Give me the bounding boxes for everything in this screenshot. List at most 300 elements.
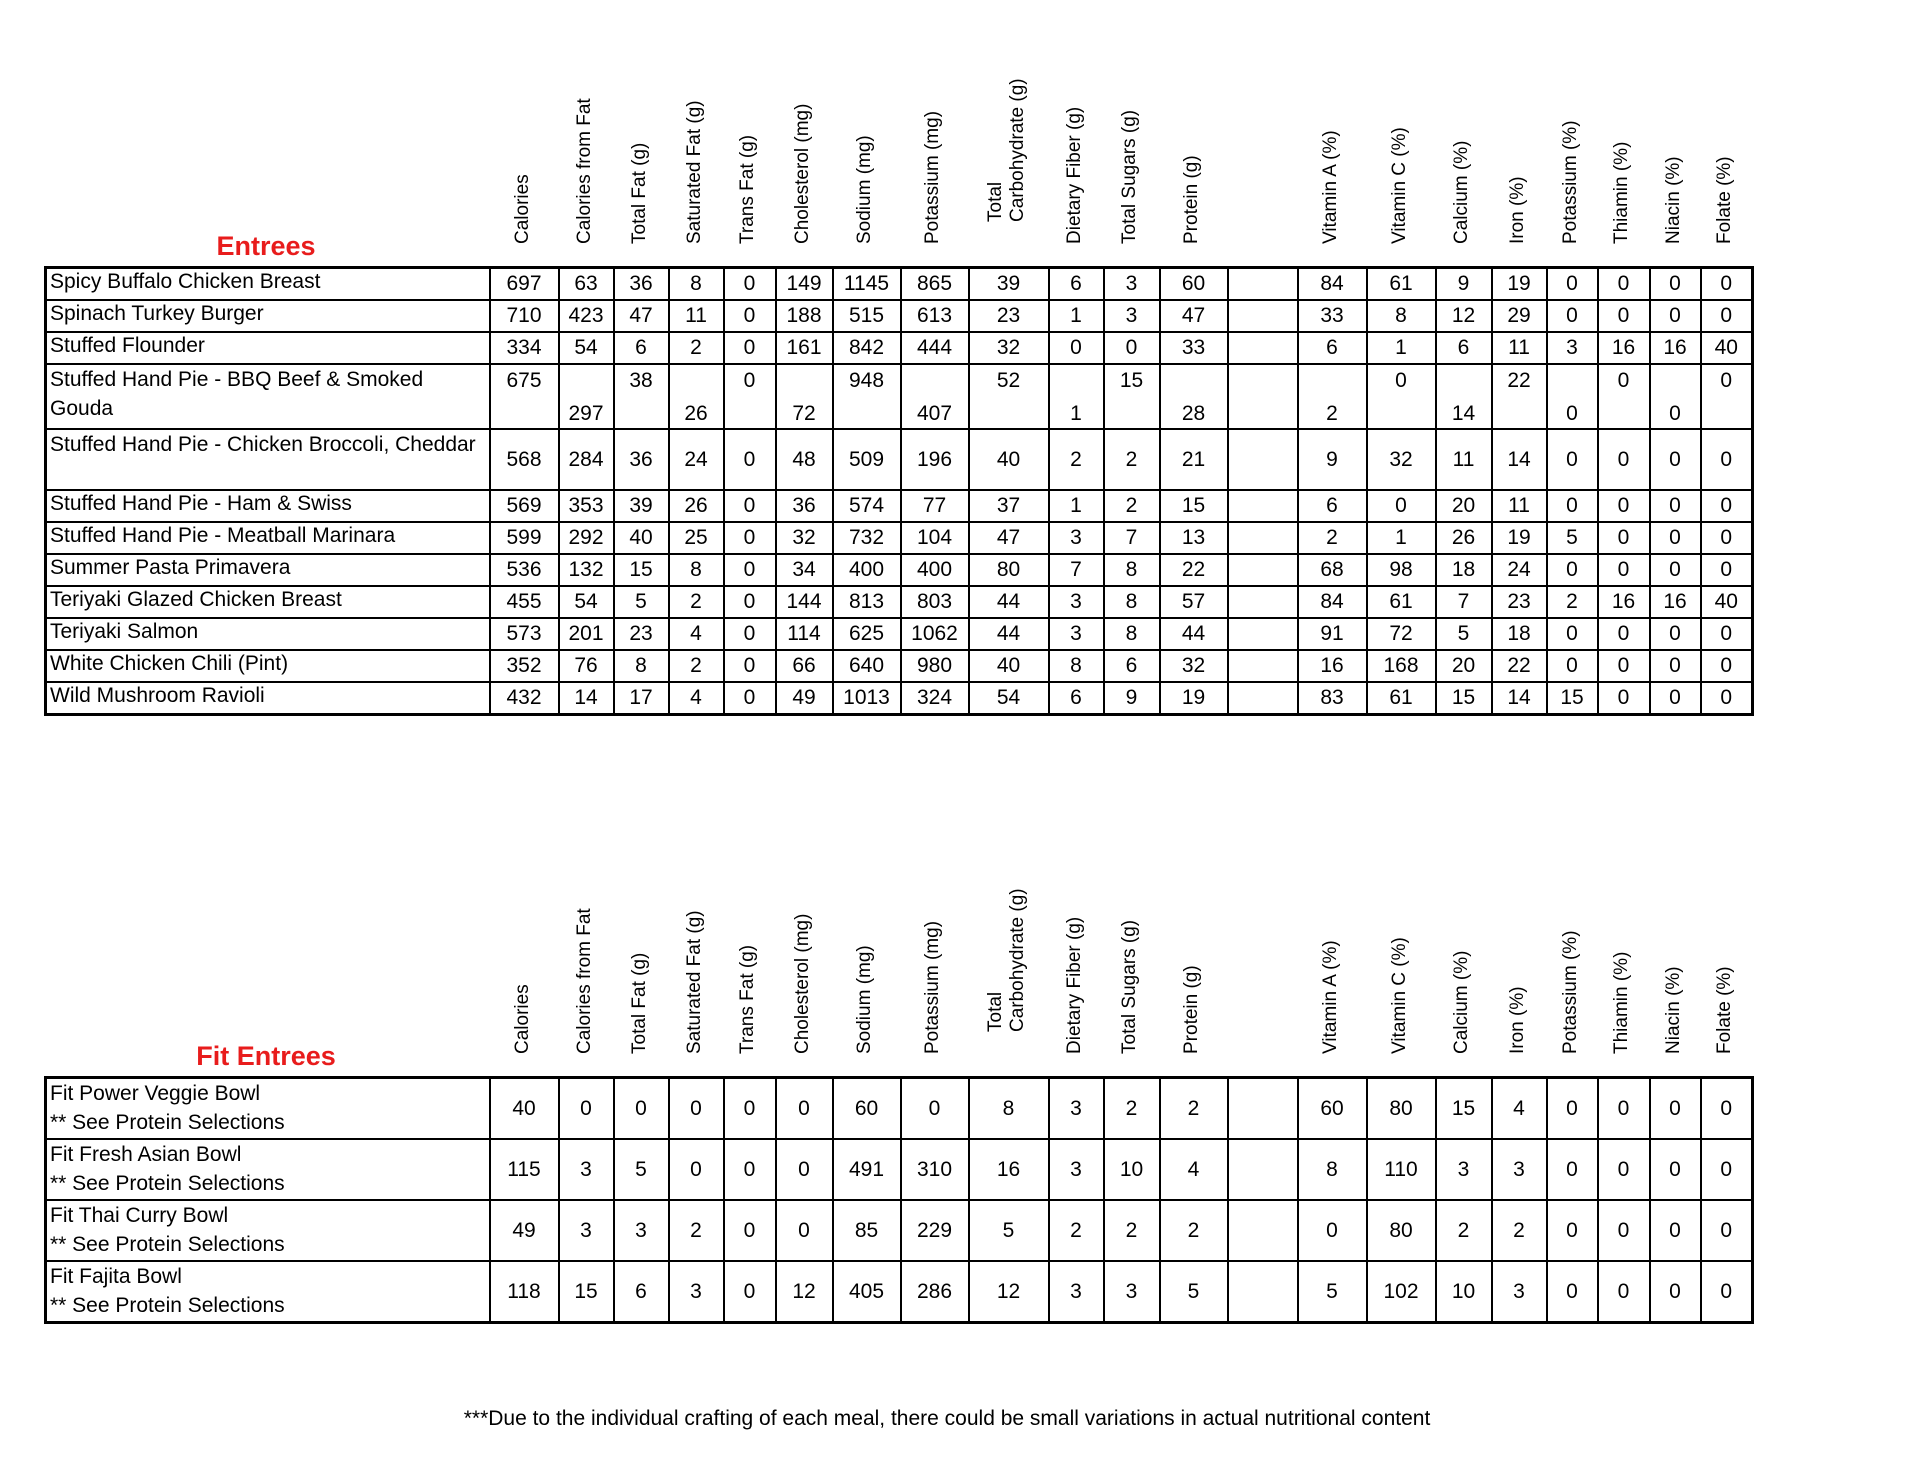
- column-header-blank: [1226, 866, 1296, 1076]
- column-header-cholesterol-mg: [774, 56, 831, 266]
- cell-potassium-mg: 310: [901, 1139, 969, 1200]
- column-header-vitamin-c: [1365, 866, 1434, 1076]
- table-row: [46, 332, 1753, 364]
- cell-saturated-fat-g: 26: [669, 490, 724, 522]
- cell-calories-from-fat: 54: [559, 586, 614, 618]
- cell-trans-fat-g: 0: [724, 268, 776, 301]
- cell-iron: 22: [1492, 650, 1547, 682]
- cell-thiamin: 16: [1598, 332, 1650, 364]
- table-row: [46, 554, 1753, 586]
- cell-thiamin: 0: [1598, 268, 1650, 301]
- column-header-calories-from-fat: [557, 56, 612, 266]
- entrees-header-row: [44, 50, 1754, 266]
- cell-dietary-fiber-g: 6: [1049, 682, 1104, 715]
- cell-dietary-fiber-g: 2: [1049, 429, 1104, 490]
- cell-total-fat-g: 39: [614, 490, 669, 522]
- column-header-vitamin-a: [1296, 56, 1365, 266]
- cell-thiamin: 0: [1598, 300, 1650, 332]
- column-header-total-sugars-g: [1102, 866, 1158, 1076]
- cell-niacin: 0: [1650, 268, 1701, 301]
- column-header-label: Calories from Fat: [573, 98, 595, 244]
- cell-total-carbohydrate-g: 23: [969, 300, 1049, 332]
- cell-thiamin: 0: [1598, 618, 1650, 650]
- cell-potassium: 5: [1547, 522, 1598, 554]
- cell-potassium: 2: [1547, 586, 1598, 618]
- item-name: Wild Mushroom Ravioli: [46, 682, 490, 715]
- column-header-total-carbohydrate-g: [967, 866, 1047, 1076]
- cell-calcium: 18: [1436, 554, 1492, 586]
- cell-cholesterol-mg: 34: [776, 554, 833, 586]
- cell-sodium-mg: 813: [833, 586, 901, 618]
- cell-calories-from-fat: 54: [559, 332, 614, 364]
- table-row: [46, 490, 1753, 522]
- column-header-label: Sodium (mg): [854, 135, 875, 244]
- cell-total-sugars-g: 2: [1104, 429, 1160, 490]
- cell-total-sugars-g: 8: [1104, 586, 1160, 618]
- cell-dietary-fiber-g: 7: [1049, 554, 1104, 586]
- cell-dietary-fiber-g: 8: [1049, 650, 1104, 682]
- cell-vitamin-a: 2: [1298, 364, 1367, 429]
- cell-sodium-mg: 515: [833, 300, 901, 332]
- cell-vitamin-a: 6: [1298, 490, 1367, 522]
- column-header-label: Dietary Fiber (g): [1063, 916, 1085, 1054]
- column-header-dietary-fiber-g: [1047, 56, 1102, 266]
- table-row: [46, 618, 1753, 650]
- column-header-calcium: [1434, 56, 1490, 266]
- footnote: [0, 1407, 1920, 1431]
- cell-total-fat-g: 36: [614, 429, 669, 490]
- cell-blank: [1228, 682, 1298, 715]
- column-header-label: Potassium (%): [1559, 120, 1581, 244]
- item-name: Summer Pasta Primavera: [46, 554, 490, 586]
- column-header-label: Iron (%): [1506, 176, 1528, 244]
- cell-iron: 18: [1492, 618, 1547, 650]
- column-header-calories: [488, 866, 557, 1076]
- cell-protein-g: 19: [1160, 682, 1228, 715]
- cell-potassium-mg: 0: [901, 1078, 969, 1140]
- column-header-label: Niacin (%): [1662, 966, 1684, 1054]
- cell-total-fat-g: 6: [614, 1261, 669, 1323]
- cell-total-carbohydrate-g: 52: [969, 364, 1049, 429]
- column-header-calcium: [1434, 866, 1490, 1076]
- cell-niacin: 0: [1650, 618, 1701, 650]
- cell-calcium: 10: [1436, 1261, 1492, 1323]
- cell-calcium: 11: [1436, 429, 1492, 490]
- cell-saturated-fat-g: 26: [669, 364, 724, 429]
- cell-sodium-mg: 574: [833, 490, 901, 522]
- cell-niacin: 0: [1650, 650, 1701, 682]
- cell-saturated-fat-g: 0: [669, 1078, 724, 1140]
- column-header-label: Thiamin (%): [1611, 951, 1632, 1054]
- cell-total-sugars-g: 0: [1104, 332, 1160, 364]
- cell-protein-g: 44: [1160, 618, 1228, 650]
- column-header-folate: [1699, 56, 1751, 266]
- cell-folate: 40: [1701, 332, 1753, 364]
- column-header-label: Total Sugars (g): [1119, 919, 1140, 1054]
- cell-vitamin-c: 110: [1367, 1139, 1436, 1200]
- item-name: Fit Fajita Bowl ** See Protein Selections: [46, 1261, 490, 1323]
- column-header-protein-g: [1158, 56, 1226, 266]
- column-header-sodium-mg: [831, 56, 899, 266]
- cell-dietary-fiber-g: 3: [1049, 618, 1104, 650]
- entrees-section: [44, 50, 1754, 716]
- cell-thiamin: 0: [1598, 522, 1650, 554]
- cell-trans-fat-g: 0: [724, 554, 776, 586]
- cell-calories: 697: [490, 268, 559, 301]
- column-header-saturated-fat-g: [667, 56, 722, 266]
- cell-folate: 0: [1701, 429, 1753, 490]
- cell-vitamin-c: 1: [1367, 522, 1436, 554]
- cell-calories-from-fat: 284: [559, 429, 614, 490]
- item-name: Stuffed Hand Pie - BBQ Beef & Smoked Gouda: [46, 364, 490, 429]
- cell-cholesterol-mg: 72: [776, 364, 833, 429]
- cell-blank: [1228, 1078, 1298, 1140]
- cell-sodium-mg: 405: [833, 1261, 901, 1323]
- cell-vitamin-a: 6: [1298, 332, 1367, 364]
- cell-total-sugars-g: 2: [1104, 490, 1160, 522]
- cell-niacin: 0: [1650, 1139, 1701, 1200]
- cell-blank: [1228, 1200, 1298, 1261]
- cell-protein-g: 13: [1160, 522, 1228, 554]
- item-name: Teriyaki Salmon: [46, 618, 490, 650]
- column-header-label: Dietary Fiber (g): [1063, 106, 1085, 244]
- cell-potassium-mg: 1062: [901, 618, 969, 650]
- cell-total-carbohydrate-g: 80: [969, 554, 1049, 586]
- cell-calories-from-fat: 3: [559, 1200, 614, 1261]
- cell-folate: 0: [1701, 268, 1753, 301]
- cell-thiamin: 0: [1598, 554, 1650, 586]
- cell-trans-fat-g: 0: [724, 490, 776, 522]
- cell-folate: 0: [1701, 1200, 1753, 1261]
- cell-folate: 0: [1701, 300, 1753, 332]
- cell-folate: 0: [1701, 364, 1753, 429]
- column-header-total-fat-g: [612, 56, 667, 266]
- cell-blank: [1228, 586, 1298, 618]
- cell-saturated-fat-g: 4: [669, 682, 724, 715]
- cell-vitamin-c: 1: [1367, 332, 1436, 364]
- cell-potassium-mg: 980: [901, 650, 969, 682]
- cell-trans-fat-g: 0: [724, 586, 776, 618]
- cell-folate: 0: [1701, 1139, 1753, 1200]
- cell-vitamin-a: 68: [1298, 554, 1367, 586]
- cell-total-carbohydrate-g: 40: [969, 429, 1049, 490]
- cell-calories: 115: [490, 1139, 559, 1200]
- column-header-thiamin: [1596, 56, 1648, 266]
- cell-vitamin-c: 32: [1367, 429, 1436, 490]
- column-header-folate: [1699, 866, 1751, 1076]
- column-header-potassium: [1545, 866, 1596, 1076]
- cell-total-fat-g: 6: [614, 332, 669, 364]
- cell-vitamin-a: 2: [1298, 522, 1367, 554]
- cell-cholesterol-mg: 0: [776, 1200, 833, 1261]
- cell-sodium-mg: 491: [833, 1139, 901, 1200]
- cell-vitamin-c: 72: [1367, 618, 1436, 650]
- cell-potassium-mg: 104: [901, 522, 969, 554]
- table-row: [46, 1261, 1753, 1323]
- cell-vitamin-c: 102: [1367, 1261, 1436, 1323]
- cell-trans-fat-g: 0: [724, 429, 776, 490]
- cell-protein-g: 57: [1160, 586, 1228, 618]
- column-header-label: Vitamin C (%): [1388, 937, 1410, 1054]
- cell-iron: 3: [1492, 1261, 1547, 1323]
- cell-dietary-fiber-g: 1: [1049, 490, 1104, 522]
- column-header-saturated-fat-g: [667, 866, 722, 1076]
- column-header-vitamin-a: [1296, 866, 1365, 1076]
- table-row: [46, 650, 1753, 682]
- cell-thiamin: 0: [1598, 1261, 1650, 1323]
- cell-calories: 536: [490, 554, 559, 586]
- cell-dietary-fiber-g: 6: [1049, 268, 1104, 301]
- cell-cholesterol-mg: 188: [776, 300, 833, 332]
- cell-sodium-mg: 60: [833, 1078, 901, 1140]
- cell-calories: 573: [490, 618, 559, 650]
- column-header-label: Potassium (mg): [922, 110, 943, 244]
- column-header-label: Vitamin C (%): [1388, 127, 1410, 244]
- cell-total-sugars-g: 6: [1104, 650, 1160, 682]
- cell-cholesterol-mg: 0: [776, 1078, 833, 1140]
- cell-potassium-mg: 324: [901, 682, 969, 715]
- cell-potassium-mg: 803: [901, 586, 969, 618]
- entrees-table: [44, 266, 1754, 716]
- cell-calories: 455: [490, 586, 559, 618]
- section-title-fit-entrees: Fit Entrees: [196, 1041, 336, 1071]
- cell-total-fat-g: 40: [614, 522, 669, 554]
- cell-cholesterol-mg: 0: [776, 1139, 833, 1200]
- cell-niacin: 0: [1650, 364, 1701, 429]
- cell-total-sugars-g: 3: [1104, 268, 1160, 301]
- item-name: Spicy Buffalo Chicken Breast: [46, 268, 490, 301]
- cell-vitamin-a: 8: [1298, 1139, 1367, 1200]
- cell-calories: 49: [490, 1200, 559, 1261]
- cell-niacin: 0: [1650, 554, 1701, 586]
- cell-potassium-mg: 400: [901, 554, 969, 586]
- cell-sodium-mg: 1145: [833, 268, 901, 301]
- cell-total-fat-g: 3: [614, 1200, 669, 1261]
- cell-trans-fat-g: 0: [724, 650, 776, 682]
- column-header-trans-fat-g: [722, 56, 774, 266]
- cell-calcium: 2: [1436, 1200, 1492, 1261]
- cell-thiamin: 0: [1598, 490, 1650, 522]
- cell-folate: 40: [1701, 586, 1753, 618]
- item-name: Fit Fresh Asian Bowl ** See Protein Selections: [46, 1139, 490, 1200]
- cell-total-fat-g: 8: [614, 650, 669, 682]
- column-header-total-sugars-g: [1102, 56, 1158, 266]
- column-header-label: Total Carbohydrate (g): [985, 888, 1028, 1032]
- cell-iron: 2: [1492, 1200, 1547, 1261]
- cell-total-carbohydrate-g: 54: [969, 682, 1049, 715]
- cell-potassium-mg: 613: [901, 300, 969, 332]
- cell-protein-g: 60: [1160, 268, 1228, 301]
- column-header-label: Total Carbohydrate (g): [985, 78, 1028, 222]
- cell-niacin: 0: [1650, 522, 1701, 554]
- cell-saturated-fat-g: 24: [669, 429, 724, 490]
- cell-total-carbohydrate-g: 40: [969, 650, 1049, 682]
- column-header-label: Saturated Fat (g): [683, 910, 705, 1054]
- cell-saturated-fat-g: 2: [669, 650, 724, 682]
- column-header-label: Thiamin (%): [1611, 141, 1632, 244]
- cell-potassium: 0: [1547, 490, 1598, 522]
- cell-protein-g: 28: [1160, 364, 1228, 429]
- cell-trans-fat-g: 0: [724, 522, 776, 554]
- cell-sodium-mg: 85: [833, 1200, 901, 1261]
- cell-niacin: 0: [1650, 1261, 1701, 1323]
- cell-cholesterol-mg: 114: [776, 618, 833, 650]
- cell-thiamin: 0: [1598, 682, 1650, 715]
- cell-dietary-fiber-g: 0: [1049, 332, 1104, 364]
- cell-calories-from-fat: 423: [559, 300, 614, 332]
- cell-total-fat-g: 47: [614, 300, 669, 332]
- table-row: [46, 682, 1753, 715]
- cell-vitamin-a: 0: [1298, 1200, 1367, 1261]
- cell-thiamin: 0: [1598, 364, 1650, 429]
- column-header-label: Calories: [511, 174, 533, 244]
- column-header-niacin: [1648, 56, 1699, 266]
- column-header-label: Trans Fat (g): [737, 944, 758, 1054]
- column-header-label: Folate (%): [1714, 966, 1735, 1054]
- column-header-niacin: [1648, 866, 1699, 1076]
- cell-thiamin: 16: [1598, 586, 1650, 618]
- cell-potassium-mg: 229: [901, 1200, 969, 1261]
- cell-iron: 14: [1492, 429, 1547, 490]
- cell-vitamin-a: 9: [1298, 429, 1367, 490]
- cell-calories-from-fat: 292: [559, 522, 614, 554]
- cell-calories: 118: [490, 1261, 559, 1323]
- cell-blank: [1228, 1139, 1298, 1200]
- cell-saturated-fat-g: 8: [669, 268, 724, 301]
- cell-blank: [1228, 268, 1298, 301]
- cell-calories-from-fat: 0: [559, 1078, 614, 1140]
- cell-dietary-fiber-g: 1: [1049, 364, 1104, 429]
- column-header-blank: [1226, 56, 1296, 266]
- cell-folate: 0: [1701, 682, 1753, 715]
- cell-protein-g: 2: [1160, 1200, 1228, 1261]
- cell-total-fat-g: 17: [614, 682, 669, 715]
- cell-vitamin-a: 33: [1298, 300, 1367, 332]
- cell-cholesterol-mg: 149: [776, 268, 833, 301]
- cell-potassium: 0: [1547, 618, 1598, 650]
- cell-sodium-mg: 400: [833, 554, 901, 586]
- cell-calories-from-fat: 63: [559, 268, 614, 301]
- cell-saturated-fat-g: 8: [669, 554, 724, 586]
- cell-total-carbohydrate-g: 12: [969, 1261, 1049, 1323]
- cell-total-carbohydrate-g: 37: [969, 490, 1049, 522]
- cell-saturated-fat-g: 2: [669, 586, 724, 618]
- cell-calcium: 12: [1436, 300, 1492, 332]
- cell-cholesterol-mg: 36: [776, 490, 833, 522]
- column-header-sodium-mg: [831, 866, 899, 1076]
- cell-calcium: 15: [1436, 682, 1492, 715]
- cell-blank: [1228, 554, 1298, 586]
- cell-calcium: 14: [1436, 364, 1492, 429]
- cell-blank: [1228, 618, 1298, 650]
- column-header-iron: [1490, 866, 1545, 1076]
- cell-protein-g: 33: [1160, 332, 1228, 364]
- cell-dietary-fiber-g: 2: [1049, 1200, 1104, 1261]
- cell-calcium: 3: [1436, 1139, 1492, 1200]
- column-header-label: Iron (%): [1506, 986, 1528, 1054]
- cell-calcium: 15: [1436, 1078, 1492, 1140]
- cell-iron: 23: [1492, 586, 1547, 618]
- cell-potassium-mg: 286: [901, 1261, 969, 1323]
- cell-protein-g: 47: [1160, 300, 1228, 332]
- cell-iron: 3: [1492, 1139, 1547, 1200]
- cell-potassium-mg: 407: [901, 364, 969, 429]
- table-row: [46, 364, 1753, 429]
- cell-total-sugars-g: 15: [1104, 364, 1160, 429]
- cell-potassium: 0: [1547, 364, 1598, 429]
- column-header-thiamin: [1596, 866, 1648, 1076]
- cell-total-sugars-g: 3: [1104, 1261, 1160, 1323]
- cell-calcium: 9: [1436, 268, 1492, 301]
- cell-folate: 0: [1701, 490, 1753, 522]
- cell-potassium: 0: [1547, 429, 1598, 490]
- column-header-label: Potassium (%): [1559, 930, 1581, 1054]
- cell-calories: 334: [490, 332, 559, 364]
- cell-total-fat-g: 0: [614, 1078, 669, 1140]
- cell-folate: 0: [1701, 1261, 1753, 1323]
- table-row: [46, 300, 1753, 332]
- column-header-vitamin-c: [1365, 56, 1434, 266]
- cell-vitamin-c: 0: [1367, 490, 1436, 522]
- cell-trans-fat-g: 0: [724, 682, 776, 715]
- cell-total-sugars-g: 8: [1104, 554, 1160, 586]
- cell-niacin: 16: [1650, 332, 1701, 364]
- cell-saturated-fat-g: 4: [669, 618, 724, 650]
- cell-calories: 569: [490, 490, 559, 522]
- item-name: Stuffed Hand Pie - Ham & Swiss: [46, 490, 490, 522]
- column-header-label: Vitamin A (%): [1319, 130, 1341, 244]
- cell-calories: 599: [490, 522, 559, 554]
- cell-dietary-fiber-g: 1: [1049, 300, 1104, 332]
- cell-sodium-mg: 625: [833, 618, 901, 650]
- cell-vitamin-c: 0: [1367, 364, 1436, 429]
- cell-iron: 24: [1492, 554, 1547, 586]
- cell-calories-from-fat: 14: [559, 682, 614, 715]
- cell-iron: 19: [1492, 268, 1547, 301]
- cell-vitamin-c: 98: [1367, 554, 1436, 586]
- cell-folate: 0: [1701, 522, 1753, 554]
- cell-blank: [1228, 1261, 1298, 1323]
- cell-saturated-fat-g: 25: [669, 522, 724, 554]
- cell-vitamin-a: 84: [1298, 268, 1367, 301]
- section-title-entrees: Entrees: [216, 231, 316, 261]
- cell-total-carbohydrate-g: 16: [969, 1139, 1049, 1200]
- item-name: Teriyaki Glazed Chicken Breast: [46, 586, 490, 618]
- column-header-label: Folate (%): [1714, 156, 1735, 244]
- cell-potassium: 0: [1547, 554, 1598, 586]
- cell-blank: [1228, 522, 1298, 554]
- cell-calories: 675: [490, 364, 559, 429]
- table-row: [46, 429, 1753, 490]
- cell-thiamin: 0: [1598, 1078, 1650, 1140]
- cell-vitamin-a: 60: [1298, 1078, 1367, 1140]
- cell-potassium: 0: [1547, 1078, 1598, 1140]
- table-row: [46, 1078, 1753, 1140]
- cell-potassium-mg: 865: [901, 268, 969, 301]
- column-header-trans-fat-g: [722, 866, 774, 1076]
- cell-vitamin-c: 61: [1367, 682, 1436, 715]
- cell-dietary-fiber-g: 3: [1049, 586, 1104, 618]
- cell-saturated-fat-g: 2: [669, 332, 724, 364]
- cell-potassium-mg: 77: [901, 490, 969, 522]
- cell-total-sugars-g: 10: [1104, 1139, 1160, 1200]
- cell-cholesterol-mg: 49: [776, 682, 833, 715]
- cell-trans-fat-g: 0: [724, 1261, 776, 1323]
- cell-calcium: 5: [1436, 618, 1492, 650]
- cell-sodium-mg: 640: [833, 650, 901, 682]
- cell-thiamin: 0: [1598, 1139, 1650, 1200]
- cell-protein-g: 5: [1160, 1261, 1228, 1323]
